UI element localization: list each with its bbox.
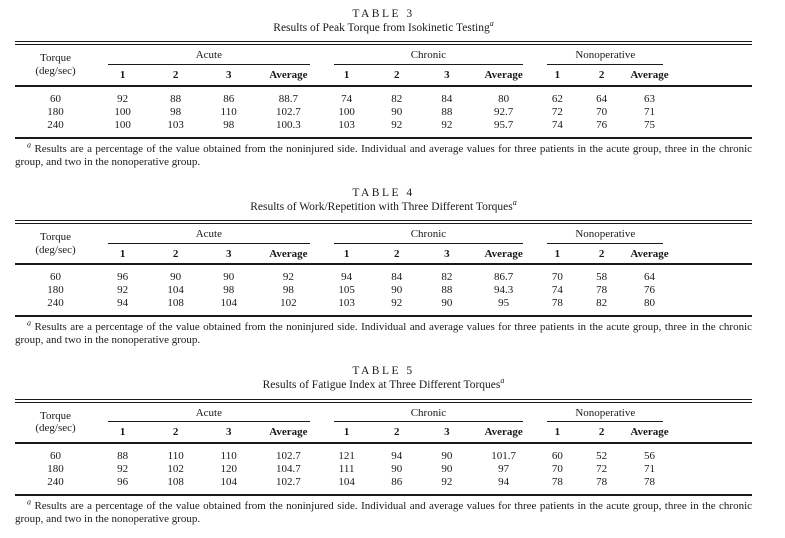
data-cell: 84: [391, 271, 403, 284]
data-cell: 82: [391, 92, 403, 105]
data-cell: 101.7: [491, 449, 516, 462]
data-cell: 74: [341, 92, 353, 105]
footnote-superscript: a: [27, 318, 31, 328]
subcolumn-header: 1: [96, 244, 149, 265]
data-row: [15, 119, 752, 138]
data-cell: 88: [441, 284, 453, 297]
subcolumn-header: 1: [96, 422, 149, 443]
data-cell: 64: [596, 92, 608, 105]
data-cell: 102: [280, 297, 297, 310]
group-underline: [547, 49, 663, 65]
data-cell: 75: [644, 118, 655, 131]
data-cell: 120: [220, 462, 237, 475]
table-5-block: [15, 365, 752, 526]
header-sub-row: [15, 65, 752, 86]
data-cell: 94: [117, 297, 129, 310]
table-title: [15, 197, 752, 214]
subcolumn-header: 3: [422, 244, 472, 265]
footnote-text: Results are a percentage of the value obtained from the noninjured side. Individual and average values for three patients in the acute group, three in the chronic group, and two in the nonoperative group.: [15, 499, 753, 525]
data-cell: 90: [391, 284, 403, 297]
subcolumn-header: Average: [472, 65, 535, 86]
data-cell: 98: [223, 284, 235, 297]
data-cell: 100: [114, 118, 131, 131]
data-cell: 76: [596, 118, 608, 131]
group-underline: [108, 228, 310, 244]
data-cell: 90: [441, 449, 453, 462]
data-cell: 103: [338, 297, 355, 310]
data-cell: 70: [596, 105, 608, 118]
data-cell: 74: [551, 284, 563, 297]
data-cell: 96: [117, 271, 129, 284]
data-cell: 52: [596, 449, 608, 462]
subcolumn-header: 3: [422, 422, 472, 443]
data-cell: 86: [391, 475, 403, 488]
group-label: Acute: [195, 228, 222, 240]
table-label: TABLE 5: [352, 365, 415, 378]
data-cell: 62: [551, 92, 563, 105]
table-title: [15, 19, 752, 35]
group-underline: [334, 228, 524, 244]
header-group-row: [15, 403, 752, 423]
group-label: Nonoperative: [575, 49, 636, 62]
data-cell: 84: [441, 92, 453, 105]
subcolumn-header: Average: [255, 244, 321, 265]
subcolumn-header: 1: [322, 244, 372, 265]
data-cell: 88: [441, 105, 453, 118]
data-cell: 70: [551, 271, 563, 284]
data-cell: 103: [338, 118, 355, 131]
data-row: [15, 86, 752, 106]
peak-torque-table: [15, 45, 752, 138]
data-cell: 92: [391, 118, 403, 131]
footnote-superscript: a: [27, 139, 31, 149]
data-cell: 70: [551, 462, 563, 475]
footnote-text: Results are a percentage of the value obtained from the noninjured side. Individual and average values for three patients in the acute group, three in the chronic group, and two in the nonoperative group.: [15, 142, 753, 168]
data-cell: 78: [551, 297, 563, 310]
footnote-superscript: a: [27, 497, 31, 507]
data-cell: 102: [167, 462, 184, 475]
spacer-cell: [675, 106, 752, 119]
data-cell: 86: [223, 92, 235, 105]
subcolumn-header: 2: [372, 422, 422, 443]
torque-cell: 60: [50, 271, 62, 284]
torque-cell: 60: [50, 92, 62, 105]
group-label: Acute: [195, 49, 222, 62]
data-cell: 100.3: [276, 118, 301, 131]
torque-column-header: [15, 45, 96, 85]
table-body: [15, 86, 752, 138]
data-cell: 98: [223, 118, 235, 131]
data-cell: 92: [117, 462, 129, 475]
spacer-cell: [675, 119, 752, 138]
group-underline: [547, 407, 663, 423]
data-cell: 92: [441, 118, 453, 131]
subcolumn-header: 2: [149, 244, 202, 265]
group-label: Chronic: [410, 228, 447, 240]
data-cell: 90: [170, 271, 182, 284]
fatigue-index-table: [15, 403, 752, 496]
table-footnote: [15, 497, 753, 526]
data-cell: 88: [170, 92, 182, 105]
data-cell: 80: [644, 297, 655, 310]
header-sub-row: [15, 244, 752, 265]
table-label: TABLE 4: [352, 186, 415, 199]
table-title-superscript: a: [489, 19, 494, 29]
subcolumn-header: 1: [322, 65, 372, 86]
subcolumn-header: 3: [422, 65, 472, 86]
data-cell: 94: [341, 271, 353, 284]
data-cell: 64: [644, 271, 655, 284]
group-header-acute: [96, 403, 322, 423]
subcolumn-header: 3: [202, 244, 255, 265]
data-cell: 90: [441, 297, 453, 310]
data-cell: 78: [596, 475, 608, 488]
torque-cell: 240: [47, 475, 64, 488]
table-footnote: [15, 318, 753, 347]
torque-cell: 180: [47, 462, 64, 475]
data-row: [15, 476, 752, 495]
subcolumn-header: 1: [96, 65, 149, 86]
header-group-row: [15, 45, 752, 65]
group-label: Nonoperative: [575, 228, 636, 240]
data-cell: 94: [391, 449, 403, 462]
data-cell: 104: [338, 475, 355, 488]
subcolumn-header: Average: [255, 422, 321, 443]
table-4-block: [15, 187, 752, 348]
data-cell: 110: [220, 105, 237, 118]
header-sub-row: [15, 422, 752, 443]
data-cell: 88: [117, 449, 129, 462]
torque-header-line2: (deg/sec): [35, 65, 76, 78]
data-cell: 104: [167, 284, 184, 297]
torque-cell: 60: [50, 449, 62, 462]
group-header-nonoperative: [535, 403, 675, 423]
data-cell: 100: [114, 105, 131, 118]
data-cell: 92: [391, 297, 403, 310]
data-cell: 80: [498, 92, 510, 105]
data-cell: 74: [551, 118, 563, 131]
group-header-chronic: [322, 45, 536, 65]
data-cell: 92: [117, 284, 129, 297]
torque-header-line2: (deg/sec): [35, 422, 76, 435]
data-row: [15, 264, 752, 284]
table-body: [15, 443, 752, 495]
data-row: [15, 284, 752, 297]
data-cell: 104: [220, 475, 237, 488]
data-cell: 82: [596, 297, 608, 310]
data-cell: 104.7: [276, 462, 301, 475]
subcolumn-header: 2: [580, 244, 624, 265]
subcolumn-header: Average: [624, 422, 676, 443]
subcolumn-header: Average: [624, 244, 676, 265]
subcolumn-header: 2: [372, 65, 422, 86]
table-label: TABLE 3: [352, 8, 415, 20]
data-cell: 82: [441, 271, 453, 284]
torque-column-header: [15, 403, 96, 443]
data-cell: 90: [441, 462, 453, 475]
group-label: Nonoperative: [575, 406, 636, 419]
subcolumn-header: 1: [535, 244, 579, 265]
group-underline: [334, 407, 524, 423]
table-header: [15, 224, 752, 264]
data-row: [15, 297, 752, 316]
group-underline: [108, 407, 310, 423]
data-cell: 76: [644, 284, 655, 297]
data-cell: 102.7: [276, 449, 301, 462]
data-cell: 78: [551, 475, 563, 488]
data-cell: 58: [596, 271, 608, 284]
data-cell: 110: [220, 449, 237, 462]
torque-header-line1: Torque: [40, 52, 72, 65]
data-cell: 90: [223, 271, 235, 284]
data-cell: 102.7: [276, 475, 301, 488]
data-cell: 104: [220, 297, 237, 310]
table-title-superscript: a: [512, 197, 517, 207]
table-footnote: [15, 139, 753, 169]
torque-cell: 240: [47, 118, 64, 131]
data-cell: 92: [441, 475, 453, 488]
data-cell: 92.7: [493, 105, 514, 118]
data-cell: 78: [644, 475, 655, 488]
torque-cell: 180: [47, 284, 64, 297]
spacer-cell: [675, 86, 752, 106]
group-header-acute: [96, 224, 322, 244]
data-cell: 92: [117, 92, 129, 105]
table-title: [15, 376, 752, 392]
spacer-cell: [675, 443, 752, 463]
data-row: [15, 106, 752, 119]
group-underline: [108, 49, 310, 65]
data-cell: 100: [338, 105, 355, 118]
torque-cell: 240: [47, 297, 64, 310]
header-group-row: [15, 224, 752, 244]
subcolumn-header: Average: [624, 65, 676, 86]
group-header-chronic: [322, 403, 536, 423]
torque-header-line1: Torque: [40, 409, 72, 422]
data-cell: 95.7: [493, 118, 514, 131]
data-cell: 108: [167, 297, 184, 310]
data-cell: 86.7: [493, 271, 514, 284]
data-cell: 78: [596, 284, 608, 297]
spacer-cell: [675, 284, 752, 297]
group-underline: [547, 228, 663, 244]
subcolumn-header: Average: [472, 244, 535, 265]
data-cell: 110: [167, 449, 184, 462]
table-title-text: Results of Peak Torque from Isokinetic Testing: [273, 22, 490, 35]
data-cell: 97: [498, 462, 510, 475]
data-cell: 60: [551, 449, 563, 462]
table-3-block: [15, 8, 752, 169]
subcolumn-header: Average: [472, 422, 535, 443]
subcolumn-header: 2: [149, 422, 202, 443]
table-header: [15, 403, 752, 443]
data-cell: 63: [644, 92, 655, 105]
torque-header-line1: Torque: [40, 231, 72, 243]
data-cell: 96: [117, 475, 129, 488]
subcolumn-header: Average: [255, 65, 321, 86]
subcolumn-header: 1: [535, 65, 579, 86]
spacer-column: [675, 403, 752, 443]
subcolumn-header: 2: [372, 244, 422, 265]
data-cell: 90: [391, 105, 403, 118]
data-cell: 71: [644, 105, 655, 118]
table-title-text: Results of Work/Repetition with Three Different Torques: [250, 200, 513, 213]
spacer-cell: [675, 463, 752, 476]
subcolumn-header: 2: [580, 65, 624, 86]
table-title-text: Results of Fatigue Index at Three Different Torques: [262, 379, 501, 392]
data-cell: 103: [167, 118, 184, 131]
group-header-nonoperative: [535, 45, 675, 65]
footnote-text: Results are a percentage of the value obtained from the noninjured side. Individual and average values for three patients in the acute group, three in the chronic group, and two in the nonoperative group.: [15, 321, 753, 347]
data-cell: 94: [498, 475, 510, 488]
subcolumn-header: 3: [202, 422, 255, 443]
spacer-column: [675, 45, 752, 85]
torque-column-header: [15, 224, 96, 264]
data-cell: 88.7: [278, 92, 299, 105]
data-cell: 71: [644, 462, 655, 475]
subcolumn-header: 2: [580, 422, 624, 443]
data-cell: 94.3: [493, 284, 514, 297]
table-header: [15, 45, 752, 85]
data-cell: 92: [282, 271, 294, 284]
table-body: [15, 264, 752, 316]
spacer-cell: [675, 297, 752, 316]
torque-cell: 180: [47, 105, 64, 118]
table-title-superscript: a: [500, 376, 505, 386]
group-label: Chronic: [410, 49, 447, 62]
data-cell: 72: [551, 105, 563, 118]
group-header-nonoperative: [535, 224, 675, 244]
data-row: [15, 443, 752, 463]
group-label: Acute: [195, 406, 222, 419]
subcolumn-header: 1: [322, 422, 372, 443]
subcolumn-header: 3: [202, 65, 255, 86]
group-header-chronic: [322, 224, 536, 244]
data-row: [15, 463, 752, 476]
group-label: Chronic: [410, 406, 447, 419]
work-repetition-table: [15, 224, 752, 317]
torque-header-line2: (deg/sec): [35, 243, 76, 256]
data-cell: 72: [596, 462, 608, 475]
data-cell: 56: [644, 449, 655, 462]
spacer-cell: [675, 264, 752, 284]
group-header-acute: [96, 45, 322, 65]
data-cell: 98: [170, 105, 182, 118]
subcolumn-header: 2: [149, 65, 202, 86]
data-cell: 105: [338, 284, 355, 297]
data-cell: 108: [167, 475, 184, 488]
data-cell: 90: [391, 462, 403, 475]
data-cell: 95: [498, 297, 510, 310]
spacer-column: [675, 224, 752, 264]
group-underline: [334, 49, 524, 65]
data-cell: 111: [338, 462, 355, 475]
data-cell: 121: [338, 449, 355, 462]
spacer-cell: [675, 476, 752, 495]
data-cell: 102.7: [276, 105, 301, 118]
subcolumn-header: 1: [535, 422, 579, 443]
data-cell: 98: [282, 284, 294, 297]
